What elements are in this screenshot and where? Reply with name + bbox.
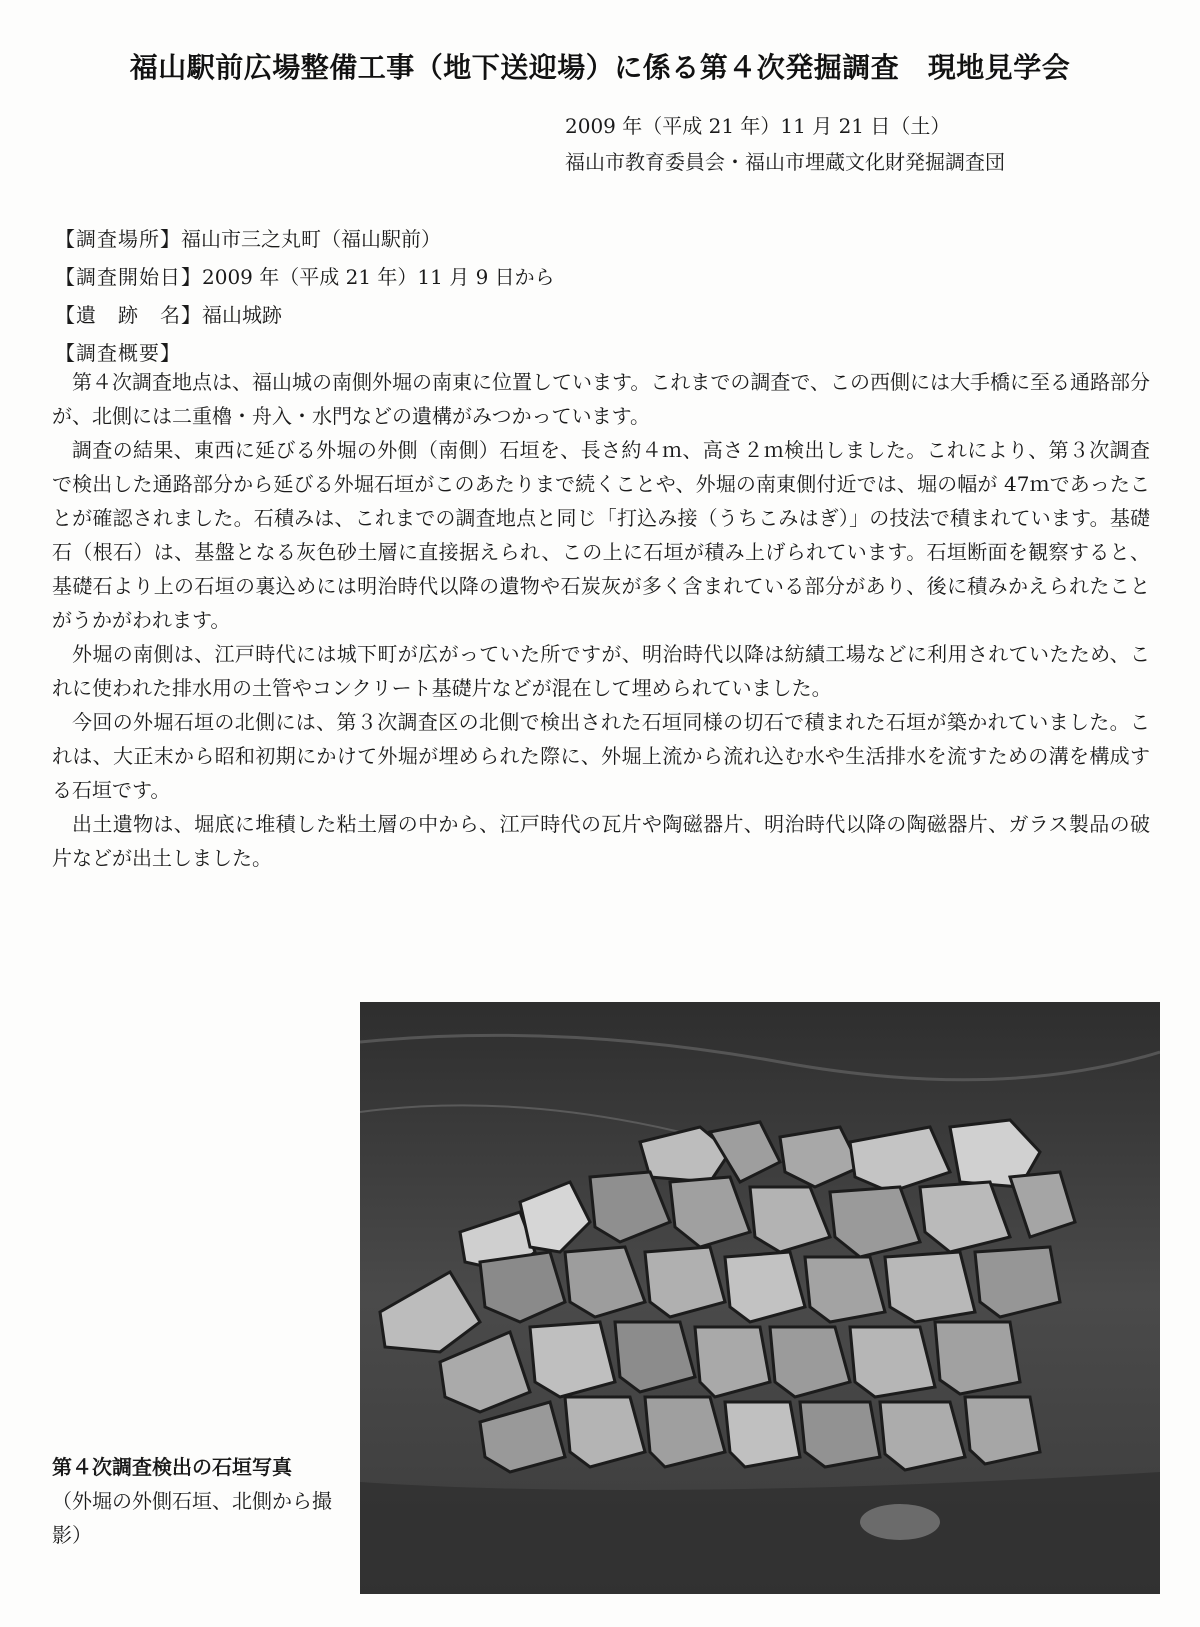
meta-block [565, 108, 1005, 180]
field-location [55, 220, 555, 258]
stone-wall-illustration [360, 1002, 1160, 1594]
organizer: 福山市教育委員会・福山市埋蔵文化財発掘調査団 [565, 150, 1005, 174]
caption-subtitle: （外堀の外側石垣、北側から撮影） [52, 1489, 332, 1547]
field-site-label: 【遺 跡 名】 [55, 303, 202, 327]
paragraph: 第４次調査地点は、福山城の南側外堀の南東に位置しています。これまでの調査で、この西側には大手橋に至る通路部分が、北側には二重櫓・舟入・水門などの遺構がみつかっています。 [52, 370, 1150, 428]
field-site-name [55, 296, 555, 334]
field-location-value: 福山市三之丸町（福山駅前） [181, 227, 441, 251]
stone-wall-photo [360, 1002, 1160, 1594]
paragraph: 外堀の南側は、江戸時代には城下町が広がっていた所ですが、明治時代以降は紡績工場などに利用されていたため、これに使われた排水用の土管やコンクリート基礎片などが混在して埋められていました。 [52, 642, 1150, 700]
field-start-value: 2009 年（平成 21 年）11 月 9 日から [202, 265, 555, 289]
field-site-value: 福山城跡 [202, 303, 282, 327]
paragraph: 調査の結果、東西に延びる外堀の外側（南側）石垣を、長さ約４ｍ、高さ２ｍ検出しました。これにより、第３次調査で検出した通路部分から延びる外堀石垣がこのあたりまで続くことや、外堀の南東側付近では、堀の幅が 47ｍであったことが確認されました。石積みは、これまでの調査地点と同じ「打込み接（うちこみはぎ）」の技法で積まれています。基礎石（根石）は、基盤となる灰色砂土層に直接据えられ、この上に石垣が積み上げられています。石垣断面を観察すると、基礎石より上の石垣の裏込めには明治時代以降の遺物や石炭灰が多く含まれている部分があり、後に積みかえられたことがうかがわれます。 [52, 438, 1150, 632]
photo-caption [52, 1450, 352, 1552]
field-start-label: 【調査開始日】 [55, 265, 202, 289]
field-start-date [55, 258, 555, 296]
field-summary-label: 【調査概要】 [55, 341, 181, 365]
summary-text [52, 365, 1150, 875]
caption-title: 第４次調査検出の石垣写真 [52, 1455, 292, 1479]
paragraph: 出土遺物は、堀底に堆積した粘土層の中から、江戸時代の瓦片や陶磁器片、明治時代以降の陶磁器片、ガラス製品の破片などが出土しました。 [52, 812, 1150, 870]
paragraph: 今回の外堀石垣の北側には、第３次調査区の北側で検出された石垣同様の切石で積まれた石垣が築かれていました。これは、大正末から昭和初期にかけて外堀が埋められた際に、外堀上流から流れ込む水や生活排水を流すための溝を構成する石垣です。 [52, 710, 1150, 802]
field-location-label: 【調査場所】 [55, 227, 181, 251]
survey-fields [55, 220, 555, 372]
event-date: 2009 年（平成 21 年）11 月 21 日（土） [565, 114, 951, 138]
document-title: 福山駅前広場整備工事（地下送迎場）に係る第４次発掘調査 現地見学会 [129, 51, 1071, 84]
